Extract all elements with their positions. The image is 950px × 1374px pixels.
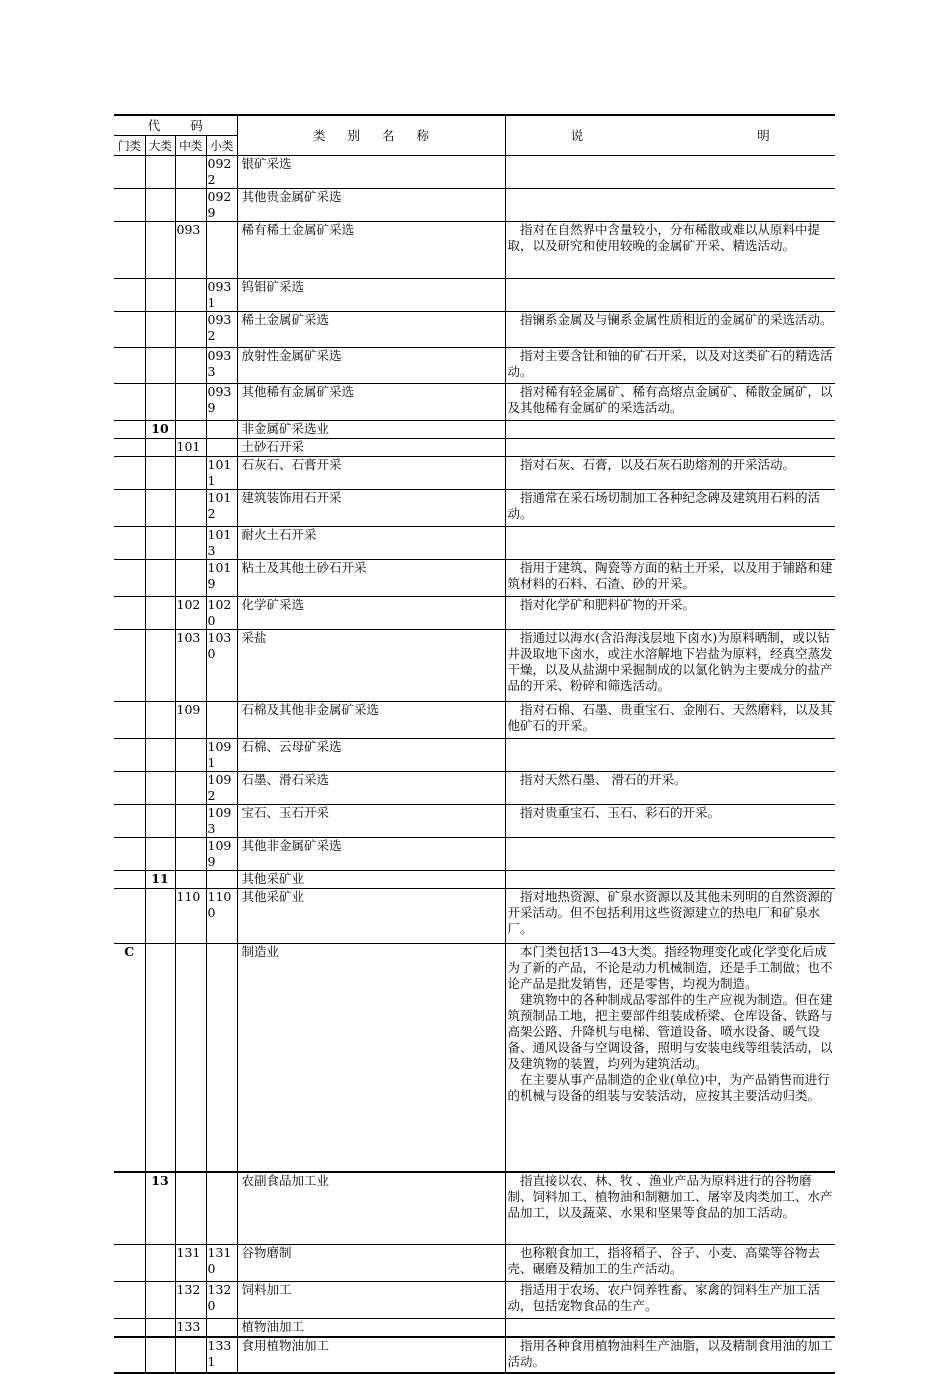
category-name: 谷物磨制 xyxy=(237,1245,505,1282)
section-code xyxy=(114,630,145,702)
table-row xyxy=(114,439,835,457)
group-code xyxy=(175,457,206,490)
section-code xyxy=(114,421,145,439)
group-code xyxy=(175,560,206,597)
group-code: 110 xyxy=(175,889,206,944)
class-code: 1093 xyxy=(206,805,237,838)
category-description xyxy=(505,739,835,772)
class-code xyxy=(206,439,237,457)
category-description: 指用于建筑、陶瓷等方面的粘土开采，以及用于铺路和建筑材料的石料、石渣、砂的开采。 xyxy=(505,560,835,597)
category-name: 农副食品加工业 xyxy=(237,1172,505,1245)
table-row xyxy=(114,805,835,838)
category-description: 指对地热资源、矿泉水资源以及其他未列明的自然资源的开采活动。但不包括利用这些资源建立的热电厂和矿泉水厂。 xyxy=(505,889,835,944)
category-name: 其他非金属矿采选 xyxy=(237,838,505,871)
table-row xyxy=(114,384,835,421)
class-code: 1011 xyxy=(206,457,237,490)
division-code xyxy=(145,222,175,279)
table-row xyxy=(114,739,835,772)
category-name: 建筑装饰用石开采 xyxy=(237,490,505,527)
class-code: 1091 xyxy=(206,739,237,772)
section-code xyxy=(114,1282,145,1319)
category-name: 石灰石、石膏开采 xyxy=(237,457,505,490)
category-description xyxy=(505,944,835,1172)
category-description xyxy=(505,527,835,560)
division-code xyxy=(145,348,175,384)
category-description: 指用各种食用植物油料生产油脂，以及精制食用油的加工活动。 xyxy=(505,1337,835,1373)
table-row xyxy=(114,527,835,560)
division-code: 10 xyxy=(145,421,175,439)
table-row xyxy=(114,1319,835,1337)
group-code: 103 xyxy=(175,630,206,702)
division-code xyxy=(145,1319,175,1337)
table-row xyxy=(114,312,835,348)
division-code xyxy=(145,739,175,772)
table-row xyxy=(114,348,835,384)
group-code: 093 xyxy=(175,222,206,279)
group-code xyxy=(175,279,206,312)
category-name: 耐火土石开采 xyxy=(237,527,505,560)
header-section: 门类 xyxy=(114,136,145,156)
section-code xyxy=(114,1245,145,1282)
table-row xyxy=(114,630,835,702)
division-code: 13 xyxy=(145,1172,175,1245)
table-row xyxy=(114,1245,835,1282)
division-code xyxy=(145,772,175,805)
section-code xyxy=(114,189,145,222)
category-name: 其他采矿业 xyxy=(237,889,505,944)
category-description: 指通常在采石场切制加工各种纪念碑及建筑用石料的活动。 xyxy=(505,490,835,527)
description-header xyxy=(505,115,835,156)
category-description: 指对贵重宝石、玉石、彩石的开采。 xyxy=(505,805,835,838)
category-name: 稀有稀土金属矿采选 xyxy=(237,222,505,279)
class-code: 0932 xyxy=(206,312,237,348)
category-description: 指对在自然界中含量较小，分布稀散或难以从原料中提取，以及研究和使用较晚的金属矿开采、精选活动。 xyxy=(505,222,835,279)
section-code xyxy=(114,312,145,348)
group-code xyxy=(175,189,206,222)
class-code xyxy=(206,944,237,1172)
division-code: 11 xyxy=(145,871,175,889)
class-code xyxy=(206,1172,237,1245)
class-code xyxy=(206,421,237,439)
table-row xyxy=(114,421,835,439)
description-paragraph: 本门类包括13—43大类。指经物理变化或化学变化后成为了新的产品，不论是动力机械制造，还是手工制做；也不论产品是批发销售，还是零售，均视为制造。 xyxy=(507,944,833,991)
code-header: 代码 xyxy=(114,115,237,136)
class-code: 1099 xyxy=(206,838,237,871)
description-header-label: 说 明 xyxy=(570,127,770,143)
section-code xyxy=(114,279,145,312)
group-code xyxy=(175,156,206,189)
division-code xyxy=(145,1337,175,1373)
section-code xyxy=(114,805,145,838)
class-code: 1019 xyxy=(206,560,237,597)
category-name: 石棉、云母矿采选 xyxy=(237,739,505,772)
table-row xyxy=(114,457,835,490)
category-description: 指对天然石墨、 滑石的开采。 xyxy=(505,772,835,805)
description-paragraph: 在主要从事产品制造的企业(单位)中，为产品销售而进行的机械与设备的组装与安装活动，应按其主要活动归类。 xyxy=(507,1072,830,1103)
section-code xyxy=(114,156,145,189)
division-code xyxy=(145,597,175,630)
group-code: 132 xyxy=(175,1282,206,1319)
class-code: 1030 xyxy=(206,630,237,702)
table-row xyxy=(114,838,835,871)
category-description: 指对化学矿和肥料矿物的开采。 xyxy=(505,597,835,630)
group-code: 109 xyxy=(175,702,206,739)
table-row xyxy=(114,772,835,805)
category-description: 指对石棉、石墨、贵重宝石、金刚石、天然磨料，以及其他矿石的开采。 xyxy=(505,702,835,739)
class-code: 0929 xyxy=(206,189,237,222)
class-code: 1100 xyxy=(206,889,237,944)
category-name: 石棉及其他非金属矿采选 xyxy=(237,702,505,739)
category-description: 也称粮食加工，指将稻子、谷子、小麦、高粱等谷物去壳、碾磨及精加工的生产活动。 xyxy=(505,1245,835,1282)
group-code xyxy=(175,421,206,439)
table-row xyxy=(114,944,835,1172)
section-code xyxy=(114,702,145,739)
division-code xyxy=(145,457,175,490)
group-code xyxy=(175,384,206,421)
table-row xyxy=(114,871,835,889)
category-description: 指直接以农、林、牧 、渔业产品为原料进行的谷物磨制、饲料加工、植物油和制糖加工、屠宰及肉类加工、水产品加工，以及蔬菜、水果和坚果等食品的加工活动。 xyxy=(505,1172,835,1245)
industry-classification-table xyxy=(114,114,835,1374)
table-row xyxy=(114,1337,835,1373)
section-code xyxy=(114,739,145,772)
division-code xyxy=(145,312,175,348)
header-group: 中类 xyxy=(175,136,206,156)
section-code xyxy=(114,1337,145,1373)
class-code: 0939 xyxy=(206,384,237,421)
class-code: 1331 xyxy=(206,1337,237,1373)
division-code xyxy=(145,384,175,421)
category-description xyxy=(505,189,835,222)
group-code xyxy=(175,490,206,527)
section-code: C xyxy=(114,944,145,1172)
table-row xyxy=(114,490,835,527)
section-code xyxy=(114,439,145,457)
class-code xyxy=(206,871,237,889)
group-code xyxy=(175,944,206,1172)
category-name: 宝石、玉石开采 xyxy=(237,805,505,838)
group-code xyxy=(175,838,206,871)
group-code xyxy=(175,348,206,384)
name-header-label: 类 别 名 称 xyxy=(313,127,429,143)
header-class: 小类 xyxy=(206,136,237,156)
category-description xyxy=(505,421,835,439)
category-description xyxy=(505,439,835,457)
table-row xyxy=(114,222,835,279)
division-code xyxy=(145,156,175,189)
class-code: 1013 xyxy=(206,527,237,560)
group-code: 131 xyxy=(175,1245,206,1282)
division-code xyxy=(145,702,175,739)
division-code xyxy=(145,1282,175,1319)
category-description: 指通过以海水(含沿海浅层地下卤水)为原料晒制，或以钻井汲取地下卤水，或注水溶解地下岩盐为原料，经真空蒸发干燥，以及从盐湖中采掘制成的以氯化钠为主要成分的盐产品的开采、粉碎和筛选活动。 xyxy=(505,630,835,702)
division-code xyxy=(145,279,175,312)
description-paragraph: 建筑物中的各种制成品零部件的生产应视为制造。但在建筑预制品工地，把主要部件组装成桥梁、仓库设备、铁路与高架公路、升降机与电梯、管道设备、喷水设备、暖气设备、通风设备与空调设备，照明与安装电线等组装活动，以及建筑物的装置，均列为建筑活动。 xyxy=(507,992,833,1071)
section-code xyxy=(114,560,145,597)
category-name: 其他稀有金属矿采选 xyxy=(237,384,505,421)
group-code: 102 xyxy=(175,597,206,630)
class-code: 1092 xyxy=(206,772,237,805)
table-header xyxy=(114,115,835,156)
group-code xyxy=(175,739,206,772)
division-code xyxy=(145,1245,175,1282)
category-description: 指对稀有轻金属矿、稀有高熔点金属矿、稀散金属矿，以及其他稀有金属矿的采选活动。 xyxy=(505,384,835,421)
division-code xyxy=(145,439,175,457)
class-code: 1310 xyxy=(206,1245,237,1282)
group-code xyxy=(175,527,206,560)
section-code xyxy=(114,222,145,279)
category-name: 植物油加工 xyxy=(237,1319,505,1337)
category-name: 制造业 xyxy=(237,944,505,1172)
class-code xyxy=(206,222,237,279)
category-name: 石墨、滑石采选 xyxy=(237,772,505,805)
division-code xyxy=(145,944,175,1172)
category-name: 非金属矿采选业 xyxy=(237,421,505,439)
category-description xyxy=(505,838,835,871)
category-name: 其他贵金属矿采选 xyxy=(237,189,505,222)
category-description xyxy=(505,279,835,312)
table-row xyxy=(114,279,835,312)
section-code xyxy=(114,527,145,560)
table-row xyxy=(114,1282,835,1319)
table-row xyxy=(114,889,835,944)
category-description: 指对石灰、石膏，以及石灰石助熔剂的开采活动。 xyxy=(505,457,835,490)
division-code xyxy=(145,889,175,944)
division-code xyxy=(145,630,175,702)
table-body xyxy=(114,156,835,1373)
section-code xyxy=(114,871,145,889)
category-name: 饲料加工 xyxy=(237,1282,505,1319)
section-code xyxy=(114,1319,145,1337)
category-name: 化学矿采选 xyxy=(237,597,505,630)
category-description: 指对主要含钍和铀的矿石开采，以及对这类矿石的精选活动。 xyxy=(505,348,835,384)
group-code: 101 xyxy=(175,439,206,457)
section-code xyxy=(114,457,145,490)
category-description: 指镧系金属及与镧系金属性质相近的金属矿的采选活动。 xyxy=(505,312,835,348)
category-name: 稀土金属矿采选 xyxy=(237,312,505,348)
group-code xyxy=(175,312,206,348)
category-name: 放射性金属矿采选 xyxy=(237,348,505,384)
division-code xyxy=(145,527,175,560)
table-row xyxy=(114,156,835,189)
category-name: 银矿采选 xyxy=(237,156,505,189)
category-name: 钨钼矿采选 xyxy=(237,279,505,312)
group-code xyxy=(175,805,206,838)
section-code xyxy=(114,889,145,944)
section-code xyxy=(114,772,145,805)
class-code xyxy=(206,702,237,739)
category-name: 土砂石开采 xyxy=(237,439,505,457)
group-code xyxy=(175,772,206,805)
class-code: 1020 xyxy=(206,597,237,630)
division-code xyxy=(145,560,175,597)
group-code xyxy=(175,871,206,889)
table-row xyxy=(114,702,835,739)
category-description xyxy=(505,156,835,189)
group-code: 133 xyxy=(175,1319,206,1337)
division-code xyxy=(145,805,175,838)
class-code: 0931 xyxy=(206,279,237,312)
table-row xyxy=(114,597,835,630)
class-code: 0922 xyxy=(206,156,237,189)
category-description xyxy=(505,1319,835,1337)
classification-table-page xyxy=(114,114,835,1374)
category-description xyxy=(505,871,835,889)
header-division: 大类 xyxy=(145,136,175,156)
division-code xyxy=(145,838,175,871)
section-code xyxy=(114,597,145,630)
division-code xyxy=(145,490,175,527)
section-code xyxy=(114,384,145,421)
class-code xyxy=(206,1319,237,1337)
class-code: 0933 xyxy=(206,348,237,384)
section-code xyxy=(114,490,145,527)
section-code xyxy=(114,838,145,871)
category-name: 其他采矿业 xyxy=(237,871,505,889)
table-row xyxy=(114,189,835,222)
category-description: 指适用于农场、农户饲养牲畜、家禽的饲料生产加工活动，包括宠物食品的生产。 xyxy=(505,1282,835,1319)
category-name: 粘土及其他土砂石开采 xyxy=(237,560,505,597)
section-code xyxy=(114,1172,145,1245)
table-row xyxy=(114,1172,835,1245)
section-code xyxy=(114,348,145,384)
name-header xyxy=(237,115,505,156)
class-code: 1320 xyxy=(206,1282,237,1319)
division-code xyxy=(145,189,175,222)
category-name: 采盐 xyxy=(237,630,505,702)
class-code: 1012 xyxy=(206,490,237,527)
group-code xyxy=(175,1172,206,1245)
category-name: 食用植物油加工 xyxy=(237,1337,505,1373)
group-code xyxy=(175,1337,206,1373)
table-row xyxy=(114,560,835,597)
